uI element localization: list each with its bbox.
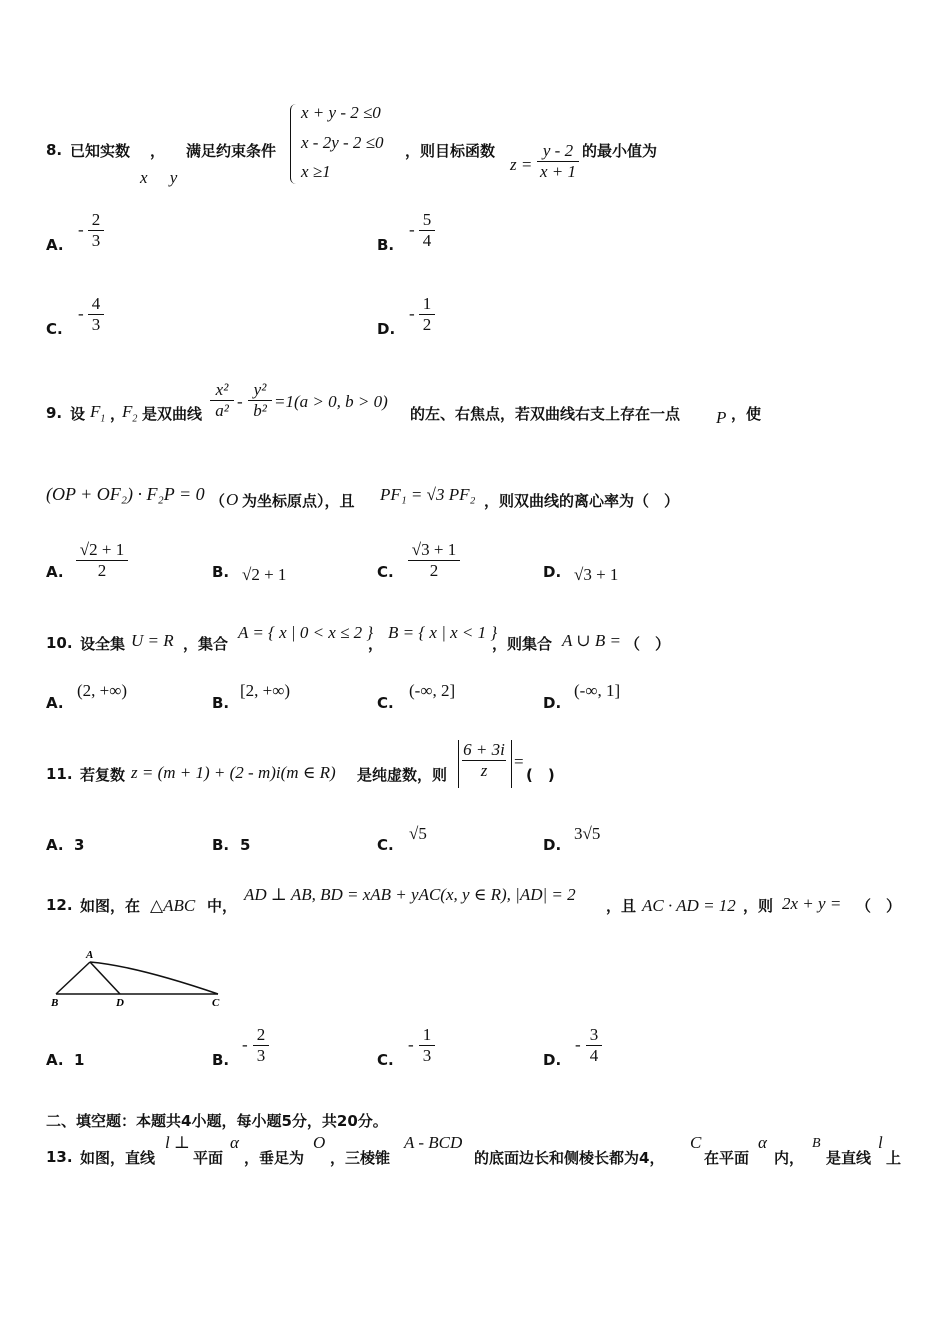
q8-option-d-fraction xyxy=(419,294,435,335)
q8-text-3: ，则目标函数 xyxy=(405,142,496,160)
q12-option-c-sign: - xyxy=(408,1035,414,1054)
q8-vars: x y xyxy=(140,168,178,187)
q9-option-d-value: √3 + 1 xyxy=(574,565,619,584)
q13-text-1: 如图，直线 xyxy=(80,1149,156,1167)
q12-option-c-num: 1 xyxy=(422,1025,432,1044)
q12-option-c-fraction xyxy=(419,1025,435,1066)
q12-option-d-sign: - xyxy=(575,1035,581,1054)
q8-option-d-den: 2 xyxy=(419,314,435,335)
q13-text-4: ，三棱锥 xyxy=(330,1149,391,1167)
q9-vector-expr: (OP + OF₂) · F₂P = 0 xyxy=(46,484,205,504)
q13-line-l-2: l xyxy=(878,1133,883,1152)
q13-text-9: 上 xyxy=(886,1149,902,1167)
q8-z-lhs: z = xyxy=(510,155,533,174)
q9-option-a-fraction xyxy=(76,540,128,581)
q13-point-b: B xyxy=(812,1136,821,1151)
q9-number: 9. xyxy=(46,404,63,422)
q10-set-b: B = { x | x < 1 } xyxy=(388,623,498,642)
q10-set-a: A = { x | 0 < x ≤ 2 } xyxy=(238,623,374,642)
q10-option-b-value: [2, +∞) xyxy=(240,681,291,700)
q9-text-5: （ xyxy=(210,492,226,510)
segment-ab xyxy=(56,962,90,994)
q9-text-1: 设 xyxy=(70,405,86,423)
q8-option-b-num: 5 xyxy=(422,210,432,229)
q12-option-d-num: 3 xyxy=(589,1025,599,1044)
q8-text-4: 的最小值为 xyxy=(582,142,658,160)
q9-option-d-label: D. xyxy=(543,563,562,581)
q9-text-6: 为坐标原点），且 xyxy=(242,492,355,510)
constraint-3: x ≥1 xyxy=(301,162,331,181)
q9-f1: $F_1$ xyxy=(90,402,106,425)
q9-x2: x² xyxy=(215,380,229,399)
q9-option-a-den: 2 xyxy=(76,560,128,581)
q9-option-c-num: √3 + 1 xyxy=(411,540,457,559)
constraint-brace xyxy=(290,104,299,184)
q9-point-p: P xyxy=(716,408,727,427)
q8-option-c-sign: - xyxy=(78,304,84,323)
q8-comma: ， xyxy=(150,142,166,160)
q8-option-a-den: 3 xyxy=(88,230,104,251)
q8-z-denominator: x + 1 xyxy=(537,161,579,182)
q8-option-c-label: C. xyxy=(46,320,63,338)
q12-option-a-label: A. xyxy=(46,1051,64,1069)
q12-option-c-label: C. xyxy=(377,1051,394,1069)
q9-option-b-value: √2 + 1 xyxy=(242,565,287,584)
q8-option-a-label: A. xyxy=(46,236,64,254)
q10-text-5: （ ） xyxy=(625,635,671,653)
q9-text-7: ，则双曲线的离心率为（ ） xyxy=(484,492,680,510)
q12-option-d-fraction xyxy=(586,1025,602,1066)
q8-z-numerator: y - 2 xyxy=(542,141,574,160)
q11-complex-expr: z = (m + 1) + (2 - m)i(m ∈ R) xyxy=(131,763,336,782)
q9-option-c-label: C. xyxy=(377,563,394,581)
q11-number: 11. xyxy=(46,765,73,783)
q10-option-d-label: D. xyxy=(543,694,562,712)
q9-minus: - xyxy=(237,392,243,411)
segment-ad xyxy=(90,962,120,994)
q11-option-c-value: √5 xyxy=(409,824,427,843)
q9-option-b-label: B. xyxy=(212,563,230,581)
q9-text-2: 是双曲线 xyxy=(142,405,203,423)
q8-option-b-label: B. xyxy=(377,236,395,254)
q10-text-2: ，集合 xyxy=(183,635,229,653)
section-2-heading: 二、填空题：本题共4小题，每小题5分，共20分。 xyxy=(46,1112,388,1130)
q8-option-b-sign: - xyxy=(409,220,415,239)
q12-target: 2x + y = xyxy=(782,894,842,913)
q11-equals: = xyxy=(514,752,524,771)
q12-option-b-fraction xyxy=(253,1025,269,1066)
q11-option-b-value: 5 xyxy=(240,836,251,854)
q10-text-1: 设全集 xyxy=(80,635,126,653)
q11-text-2: 是纯虚数，则 xyxy=(357,766,448,784)
q12-triangle-figure xyxy=(46,944,236,1010)
q13-line-l: l ⊥ xyxy=(165,1133,190,1152)
q9-option-a-label: A. xyxy=(46,563,64,581)
q8-option-b-fraction xyxy=(419,210,435,251)
q12-text-5: （ ） xyxy=(856,897,902,915)
q12-option-d-den: 4 xyxy=(586,1045,602,1066)
q11-numerator: 6 + 3i xyxy=(463,740,505,759)
q9-y2: y² xyxy=(253,380,267,399)
q9-equation-rhs: =1(a > 0, b > 0) xyxy=(274,392,388,411)
q9-option-c-fraction xyxy=(408,540,460,581)
q12-option-b-den: 3 xyxy=(253,1045,269,1066)
q8-objective-fraction xyxy=(537,141,579,182)
q9-text-4: ，使 xyxy=(731,405,762,423)
q10-universal-set: U = R xyxy=(131,631,174,650)
segment-ac xyxy=(90,962,218,994)
q10-text-3: ， xyxy=(368,635,384,653)
q8-option-c-fraction xyxy=(88,294,104,335)
q11-option-a-value: 3 xyxy=(74,836,85,854)
q12-triangle: △ABC xyxy=(150,896,196,915)
q13-alpha-2: α xyxy=(758,1133,767,1152)
q12-option-d-label: D. xyxy=(543,1051,562,1069)
q13-text-2: 平面 xyxy=(193,1149,224,1167)
q11-option-a-label: A. xyxy=(46,836,64,854)
q11-denominator: z xyxy=(462,760,506,781)
q13-point-c: C xyxy=(690,1133,702,1152)
q11-fraction xyxy=(462,740,506,781)
q13-text-7: 内， xyxy=(774,1149,805,1167)
q8-text-2: 满足约束条件 xyxy=(186,142,277,160)
q9-b2: b² xyxy=(248,400,272,421)
q13-text-6: 在平面 xyxy=(704,1149,750,1167)
q12-text-4: ，则 xyxy=(743,897,774,915)
q8-option-d-label: D. xyxy=(377,320,396,338)
q11-text-1: 若复数 xyxy=(80,766,126,784)
q9-pf-relation: PF₁ = √3 PF₂ xyxy=(380,485,476,504)
q12-option-b-sign: - xyxy=(242,1035,248,1054)
q8-option-d-num: 1 xyxy=(422,294,432,313)
q13-foot-o: O xyxy=(313,1133,326,1152)
q10-option-c-value: (-∞, 2] xyxy=(409,681,456,700)
q9-a2: a² xyxy=(210,400,234,421)
q13-text-8: 是直线 xyxy=(826,1149,872,1167)
q9-text-3: 的左、右焦点，若双曲线右支上存在一点 xyxy=(410,405,681,423)
q12-number: 12. xyxy=(46,896,73,914)
q9-sep: ， xyxy=(110,405,126,423)
q8-option-d-sign: - xyxy=(409,304,415,323)
q10-option-b-label: B. xyxy=(212,694,230,712)
q9-option-c-den: 2 xyxy=(408,560,460,581)
q8-option-a-sign: - xyxy=(78,220,84,239)
q8-number: 8. xyxy=(46,141,63,159)
q13-pyramid: A - BCD xyxy=(404,1133,463,1152)
q10-option-a-label: A. xyxy=(46,694,64,712)
q11-option-c-label: C. xyxy=(377,836,394,854)
q11-option-b-label: B. xyxy=(212,836,230,854)
q11-text-3: ( ) xyxy=(526,766,555,784)
q13-alpha: α xyxy=(230,1133,239,1152)
q12-option-b-num: 2 xyxy=(256,1025,266,1044)
q12-option-b-label: B. xyxy=(212,1051,230,1069)
q12-option-c-den: 3 xyxy=(419,1045,435,1066)
q8-option-c-den: 3 xyxy=(88,314,104,335)
q13-text-3: ，垂足为 xyxy=(244,1149,305,1167)
q12-condition: AD ⊥ AB, BD = xAB + yAC(x, y ∈ R), |AD| = 2 xyxy=(244,885,576,904)
q12-option-a-value: 1 xyxy=(74,1051,85,1069)
q12-text-2: 中， xyxy=(207,897,238,915)
q12-text-3: ，且 xyxy=(606,897,637,915)
q9-origin-o: O xyxy=(226,490,239,509)
q10-option-c-label: C. xyxy=(377,694,394,712)
point-a-label: A xyxy=(86,949,94,961)
q12-dot-product: AC · AD = 12 xyxy=(642,896,736,915)
q10-option-d-value: (-∞, 1] xyxy=(574,681,621,700)
q13-text-5: 的底面边长和侧棱长都为4， xyxy=(474,1149,665,1167)
point-b-label: B xyxy=(51,997,59,1009)
q9-hyperbola-x-fraction xyxy=(210,380,234,421)
constraint-1: x + y - 2 ≤0 xyxy=(301,103,381,122)
q9-option-a-num: √2 + 1 xyxy=(79,540,125,559)
q13-number: 13. xyxy=(46,1148,73,1166)
q8-option-c-num: 4 xyxy=(91,294,101,313)
q10-union: A ∪ B = xyxy=(562,631,621,650)
q10-text-4: ，则集合 xyxy=(492,635,553,653)
q10-option-a-value: (2, +∞) xyxy=(77,681,128,700)
q11-option-d-label: D. xyxy=(543,836,562,854)
q11-option-d-value: 3√5 xyxy=(574,824,601,843)
q8-text-1: 已知实数 xyxy=(70,142,131,160)
q8-option-a-num: 2 xyxy=(91,210,101,229)
q9-f2: $F_2$ xyxy=(122,402,138,425)
point-d-label: D xyxy=(116,997,124,1009)
q8-option-b-den: 4 xyxy=(419,230,435,251)
q12-text-1: 如图，在 xyxy=(80,897,141,915)
constraint-2: x - 2y - 2 ≤0 xyxy=(301,133,384,152)
point-c-label: C xyxy=(212,997,220,1009)
q8-option-a-fraction xyxy=(88,210,104,251)
q10-number: 10. xyxy=(46,634,73,652)
q9-hyperbola-y-fraction xyxy=(248,380,272,421)
